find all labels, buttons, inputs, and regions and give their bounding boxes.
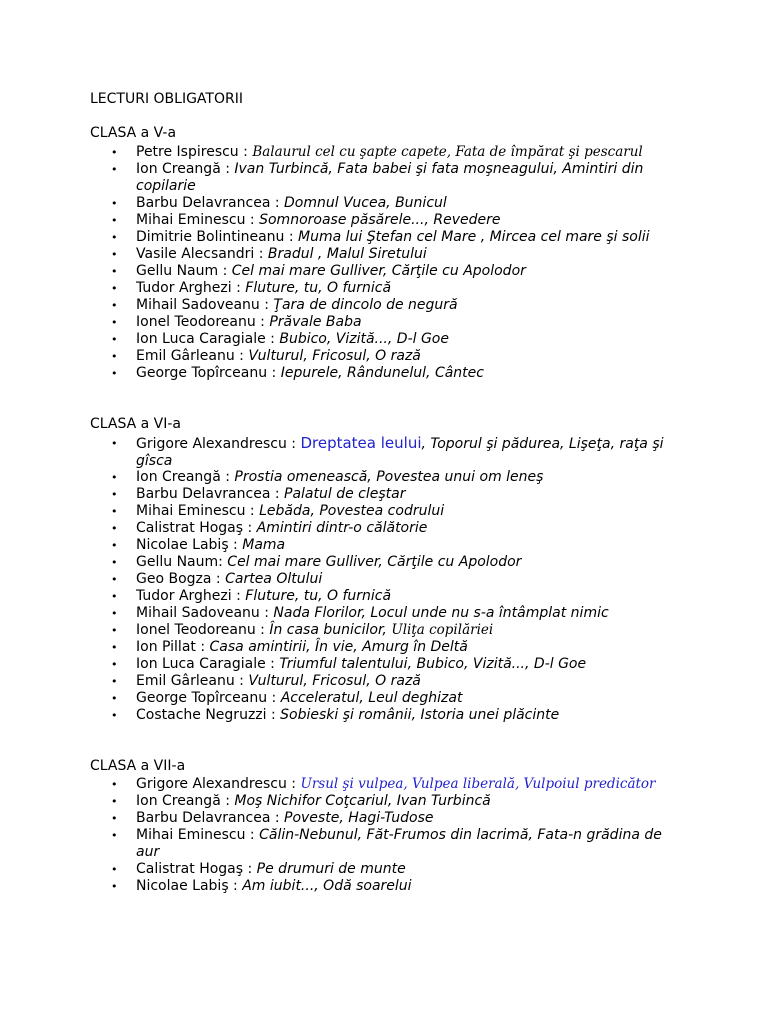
works-title: Nada Florilor, Locul unde nu s-a întâmplat nimic bbox=[273, 605, 609, 621]
author-name: Emil Gârleanu : bbox=[136, 348, 249, 364]
works-title: Domnul Vucea, Bunicul bbox=[284, 195, 447, 211]
works-title: Casa amintirii, În vie, Amurg în Deltă bbox=[209, 639, 468, 655]
author-name: Nicolae Labiş : bbox=[136, 878, 243, 894]
bullet-icon: • bbox=[111, 333, 118, 346]
section-heading: CLASA a VI-a bbox=[90, 416, 182, 432]
bullet-icon: • bbox=[111, 812, 118, 825]
bullet-icon: • bbox=[111, 829, 118, 842]
works-title: Prostia omenească, Povestea unui om leneş bbox=[234, 469, 544, 485]
works-title: Vulturul, Fricosul, O rază bbox=[248, 673, 421, 689]
bullet-icon: • bbox=[111, 607, 118, 620]
works-title: Moş Nichifor Coţcariul, Ivan Turbincă bbox=[234, 793, 491, 809]
bullet-icon: • bbox=[111, 539, 118, 552]
works-title: Cel mai mare Gulliver, Cărţile cu Apolodor bbox=[231, 263, 526, 279]
bullet-icon: • bbox=[111, 471, 118, 484]
works-title: Prăvale Baba bbox=[269, 314, 362, 330]
bullet-icon: • bbox=[111, 299, 118, 312]
author-name: Calistrat Hogaş : bbox=[136, 520, 257, 536]
author-name: Emil Gârleanu : bbox=[136, 673, 249, 689]
bullet-icon: • bbox=[111, 488, 118, 501]
author-name: Costache Negruzzi : bbox=[136, 707, 281, 723]
works-title: Călin-Nebunul, Făt-Frumos din lacrimă, Fata-n grădina de aur bbox=[136, 827, 662, 860]
works-title: Muma lui Ştefan cel Mare , Mircea cel mare şi solii bbox=[298, 229, 650, 245]
author-name: Tudor Arghezi : bbox=[136, 280, 246, 296]
author-name: Nicolae Labiş : bbox=[136, 537, 243, 553]
author-name: Ion Luca Caragiale : bbox=[136, 331, 280, 347]
author-name: Mihai Eminescu : bbox=[136, 212, 260, 228]
author-name: Ion Creangă : bbox=[136, 793, 235, 809]
author-name: Dimitrie Bolintineanu : bbox=[136, 229, 299, 245]
author-name: Mihai Eminescu : bbox=[136, 503, 260, 519]
bullet-icon: • bbox=[111, 350, 118, 363]
bullet-icon: • bbox=[111, 573, 118, 586]
works-title: Acceleratul, Leul deghizat bbox=[280, 690, 463, 706]
works-title: Ţara de dincolo de negură bbox=[273, 297, 458, 313]
works-title: Iepurele, Rândunelul, Cântec bbox=[280, 365, 484, 381]
document-title: LECTURI OBLIGATORII bbox=[90, 91, 243, 107]
bullet-icon: • bbox=[111, 641, 118, 654]
author-name: Ion Creangă : bbox=[136, 469, 235, 485]
author-name: Ion Creangă : bbox=[136, 161, 235, 177]
bullet-icon: • bbox=[111, 214, 118, 227]
bullet-icon: • bbox=[111, 265, 118, 278]
bullet-icon: • bbox=[111, 231, 118, 244]
author-name: Barbu Delavrancea : bbox=[136, 486, 285, 502]
author-name: George Topîrceanu : bbox=[136, 690, 281, 706]
works-title: Am iubit..., Odă soarelui bbox=[242, 878, 412, 894]
works-title: Poveste, Hagi-Tudose bbox=[284, 810, 434, 826]
bullet-icon: • bbox=[111, 163, 118, 176]
bullet-icon: • bbox=[111, 709, 118, 722]
section-heading: CLASA a V-a bbox=[90, 125, 177, 141]
works-title: Bradul , Malul Siretului bbox=[267, 246, 427, 262]
works-title: În casa bunicilor, bbox=[269, 622, 392, 638]
author-name: Grigore Alexandrescu : bbox=[136, 436, 301, 452]
bullet-icon: • bbox=[111, 692, 118, 705]
works-title: Triumful talentului, Bubico, Vizită..., D-l Goe bbox=[279, 656, 587, 672]
author-name: Ion Luca Caragiale : bbox=[136, 656, 280, 672]
author-name: Barbu Delavrancea : bbox=[136, 195, 285, 211]
works-title-link[interactable]: Dreptatea leului bbox=[300, 434, 422, 452]
works-title: Cartea Oltului bbox=[225, 571, 323, 587]
bullet-icon: • bbox=[111, 778, 118, 791]
works-title: Lebăda, Povestea codrului bbox=[259, 503, 445, 519]
works-title: Sobieski şi românii, Istoria unei plăcinte bbox=[280, 707, 560, 723]
works-title: Fluture, tu, O furnică bbox=[245, 280, 392, 296]
bullet-icon: • bbox=[111, 248, 118, 261]
author-name: Ion Pillat : bbox=[136, 639, 210, 655]
author-name: Vasile Alecsandri : bbox=[136, 246, 268, 262]
author-name: George Topîrceanu : bbox=[136, 365, 281, 381]
works-title: Pe drumuri de munte bbox=[256, 861, 406, 877]
bullet-icon: • bbox=[111, 795, 118, 808]
bullet-icon: • bbox=[111, 880, 118, 893]
works-title: Palatul de cleştar bbox=[284, 486, 406, 502]
author-name: Tudor Arghezi : bbox=[136, 588, 246, 604]
works-title-link[interactable]: Ursul şi vulpea, Vulpea liberală, Vulpoiul predicător bbox=[300, 776, 656, 792]
works-title: Cel mai mare Gulliver, Cărţile cu Apolodor bbox=[227, 554, 522, 570]
works-title: Ivan Turbincă, Fata babei şi fata moşneagului, Amintiri din copilarie bbox=[136, 161, 644, 194]
works-title: Balaurul cel cu şapte capete, Fata de împărat şi pescarul bbox=[252, 144, 643, 160]
author-name: Gellu Naum : bbox=[136, 263, 232, 279]
author-name: Barbu Delavrancea : bbox=[136, 810, 285, 826]
bullet-icon: • bbox=[111, 863, 118, 876]
author-name: Ionel Teodoreanu : bbox=[136, 314, 270, 330]
bullet-icon: • bbox=[111, 658, 118, 671]
works-title: Fluture, tu, O furnică bbox=[245, 588, 392, 604]
author-name: Mihail Sadoveanu : bbox=[136, 297, 274, 313]
author-name: Mihail Sadoveanu : bbox=[136, 605, 274, 621]
works-title: Amintiri dintr-o călătorie bbox=[256, 520, 428, 536]
bullet-icon: • bbox=[111, 505, 118, 518]
bullet-icon: • bbox=[111, 556, 118, 569]
bullet-icon: • bbox=[111, 197, 118, 210]
bullet-icon: • bbox=[111, 522, 118, 535]
section-heading: CLASA a VII-a bbox=[90, 758, 186, 774]
author-name: Mihai Eminescu : bbox=[136, 827, 260, 843]
works-title: Mama bbox=[242, 537, 286, 553]
bullet-icon: • bbox=[111, 437, 118, 450]
author-name: Gellu Naum: bbox=[136, 554, 228, 570]
works-title: Somnoroase păsărele..., Revedere bbox=[259, 212, 501, 228]
bullet-icon: • bbox=[111, 282, 118, 295]
author-name: Ionel Teodoreanu : bbox=[136, 622, 270, 638]
bullet-icon: • bbox=[111, 624, 118, 637]
bullet-icon: • bbox=[111, 316, 118, 329]
works-title: , Toporul şi pădurea, Lişeţa, raţa şi gîsca bbox=[136, 436, 664, 469]
bullet-icon: • bbox=[111, 146, 118, 159]
author-name: Grigore Alexandrescu : bbox=[136, 776, 301, 792]
bullet-icon: • bbox=[111, 590, 118, 603]
author-name: Petre Ispirescu : bbox=[136, 144, 253, 160]
author-name: Calistrat Hogaş : bbox=[136, 861, 257, 877]
works-title: Vulturul, Fricosul, O rază bbox=[248, 348, 421, 364]
bullet-icon: • bbox=[111, 675, 118, 688]
author-name: Geo Bogza : bbox=[136, 571, 226, 587]
bullet-icon: • bbox=[111, 367, 118, 380]
works-title-serif: Uliţa copilăriei bbox=[391, 622, 494, 638]
works-title: Bubico, Vizită..., D-l Goe bbox=[279, 331, 449, 347]
